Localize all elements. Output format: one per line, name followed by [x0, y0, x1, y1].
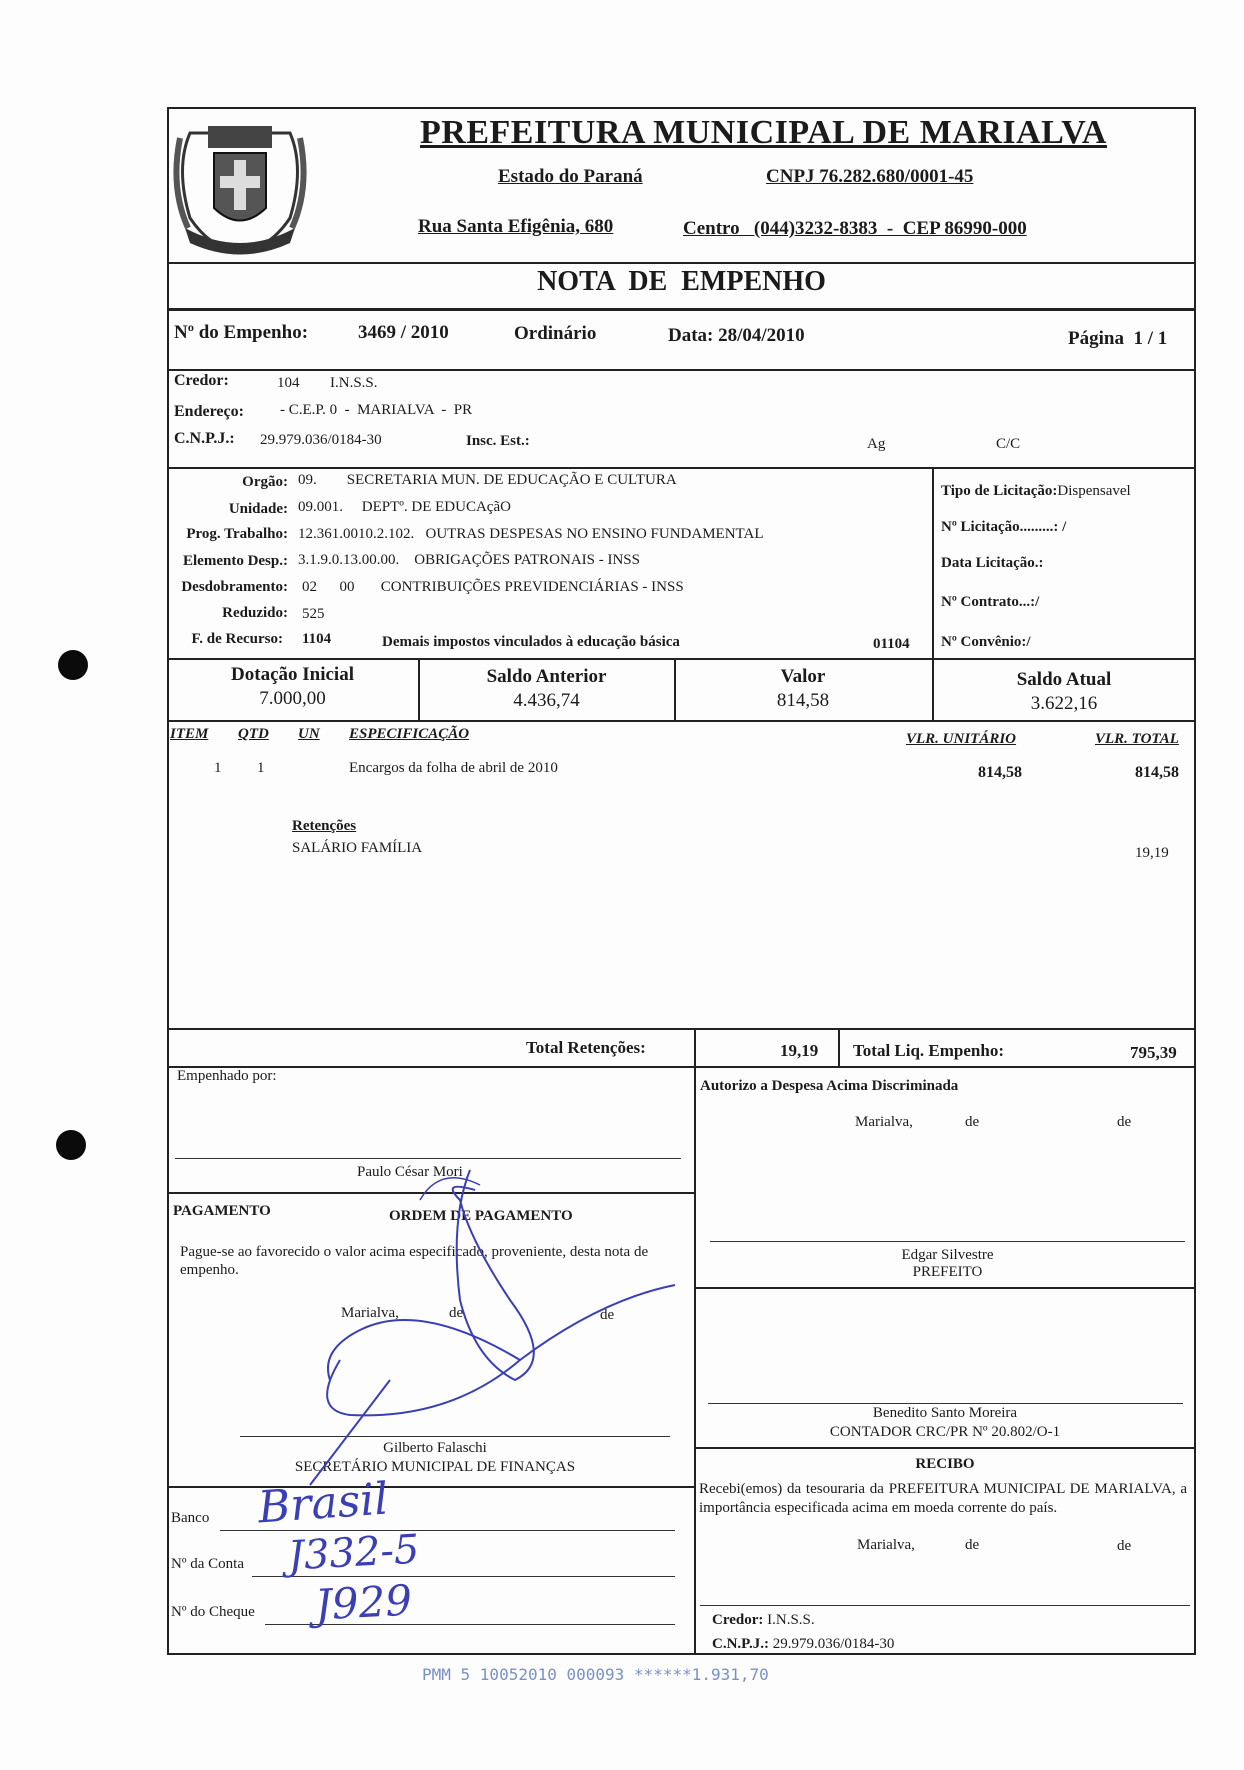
credor-code: 104: [277, 375, 300, 391]
autorizo-de-2: de: [1117, 1114, 1132, 1130]
header-state: Estado do Paraná: [498, 166, 643, 187]
pagamento-de-2: de: [600, 1307, 615, 1323]
recurso-desc: Demais impostos vinculados à educação básica: [382, 634, 680, 650]
col-item: ITEM: [170, 726, 209, 742]
licitacao-numero: Nº Licitação.........: /: [941, 519, 1067, 535]
punch-hole-top: [58, 650, 88, 680]
prog-label: Prog. Trabalho:: [186, 526, 288, 542]
cheque-handwritten: J929: [313, 1575, 414, 1630]
recibo-credor: Credor: I.N.S.S.: [712, 1612, 815, 1628]
header-district-phone-cep: Centro (044)3232-8383 - CEP 86990-000: [683, 218, 1027, 239]
empenhado-label: Empenhado por:: [177, 1068, 277, 1084]
total-liquido-label: Total Liq. Empenho:: [853, 1041, 1004, 1060]
saldo-atual-value: 3.622,16: [1030, 693, 1098, 714]
reduzido-value: 525: [302, 606, 325, 622]
header-title: PREFEITURA MUNICIPAL DE MARIALVA: [420, 114, 1107, 151]
unidade-value: 09.001. DEPTº. DE EDUCAçãO: [298, 499, 511, 515]
col-vlr-total: VLR. TOTAL: [1095, 731, 1179, 747]
autorizo-place: Marialva,: [855, 1114, 913, 1130]
secretario-role: SECRETÁRIO MUNICIPAL DE FINANÇAS: [294, 1459, 576, 1475]
bank-stamp: PMM 5 10052010 000093 ******1.931,70: [422, 1665, 769, 1684]
pagamento-text: Pague-se ao favorecido o valor acima especificado, proveniente, desta nota de empenho.: [180, 1244, 649, 1278]
recibo-de-1: de: [965, 1537, 980, 1553]
pagamento-label: PAGAMENTO: [173, 1203, 271, 1219]
conta-handwritten: J332-5: [286, 1526, 421, 1580]
saldo-atual-label: Saldo Atual: [1016, 669, 1112, 690]
orgao-label: Orgão:: [242, 474, 288, 490]
convenio-number: Nº Convênio:/: [941, 634, 1031, 650]
cheque-label: Nº do Cheque: [171, 1604, 255, 1620]
prog-value: 12.361.0010.2.102. OUTRAS DESPESAS NO ENSINO FUNDAMENTAL: [298, 526, 764, 542]
address-label: Endereço:: [174, 403, 244, 420]
recurso-label: F. de Recurso:: [191, 631, 283, 647]
credor-address: - C.E.P. 0 - MARIALVA - PR: [280, 402, 473, 418]
item-unit-value: 814,58: [978, 764, 1022, 781]
recibo-text: Recebi(emos) da tesouraria da PREFEITURA MUNICIPAL DE MARIALVA, a importância especificada acima em moeda corrente do país.: [699, 1481, 1187, 1516]
total-retencoes-label: Total Retenções:: [526, 1038, 646, 1057]
coat-of-arms-icon: [170, 108, 310, 258]
col-especificacao: ESPECIFICAÇÃO: [349, 726, 470, 742]
item-qtd: 1: [257, 760, 265, 776]
secretario-name: Gilberto Falaschi: [383, 1440, 487, 1456]
recurso-code: 1104: [302, 631, 332, 647]
orgao-value: 09. SECRETARIA MUN. DE EDUCAÇÃO E CULTURA: [298, 472, 677, 488]
signature-scribble: [300, 1160, 680, 1490]
header-cnpj: CNPJ 76.282.680/0001-45: [766, 166, 974, 187]
insc-label: Insc. Est.:: [466, 433, 530, 449]
reduzido-label: Reduzido:: [222, 605, 288, 621]
desdobramento-label: Desdobramento:: [181, 579, 288, 595]
credor-label: Credor:: [174, 372, 229, 389]
dotacao-value: 7.000,00: [259, 688, 326, 709]
recibo-de-2: de: [1117, 1538, 1132, 1554]
retencoes-label: Retenções: [292, 818, 357, 834]
empenho-label: Nº do Empenho:: [174, 322, 309, 343]
desdobramento-value: 02 00 CONTRIBUIÇÕES PREVIDENCIÁRIAS - INSS: [302, 579, 684, 595]
autorizo-label: Autorizo a Despesa Acima Discriminada: [700, 1078, 959, 1094]
empenho-type: Ordinário: [514, 323, 597, 344]
ag-label: Ag: [867, 436, 886, 452]
total-liquido-value: 795,39: [1130, 1043, 1177, 1062]
pagamento-de-1: de: [449, 1305, 464, 1321]
retencao-value: 19,19: [1135, 845, 1169, 861]
item-number: 1: [214, 760, 222, 776]
item-desc: Encargos da folha de abril de 2010: [349, 760, 558, 776]
recibo-label: RECIBO: [915, 1456, 975, 1472]
autorizo-de-1: de: [965, 1114, 980, 1130]
credor-cnpj: 29.979.036/0184-30: [260, 432, 382, 448]
empenho-page: Página 1 / 1: [1068, 328, 1168, 349]
col-vlr-unitario: VLR. UNITÁRIO: [906, 731, 1017, 747]
elemento-label: Elemento Desp.:: [183, 553, 288, 569]
recibo-cnpj: C.N.P.J.: 29.979.036/0184-30: [712, 1636, 895, 1652]
cc-label: C/C: [996, 436, 1021, 452]
licitacao-tipo-label: Tipo de Licitação:Dispensavel: [941, 483, 1131, 499]
contrato-number: Nº Contrato...:/: [941, 594, 1040, 610]
contador-role: CONTADOR CRC/PR Nº 20.802/O-1: [829, 1424, 1061, 1440]
cnpj-label: C.N.P.J.:: [174, 430, 235, 447]
banco-label: Banco: [171, 1510, 210, 1526]
saldo-anterior-label: Saldo Anterior: [486, 666, 607, 687]
empenhado-name: Paulo César Mori: [357, 1164, 463, 1180]
item-total-value: 814,58: [1135, 764, 1179, 781]
elemento-value: 3.1.9.0.13.00.00. OBRIGAÇÕES PATRONAIS - INSS: [298, 552, 640, 568]
prefeito-name: Edgar Silvestre: [901, 1247, 994, 1263]
col-un: UN: [298, 726, 320, 742]
recurso-number: 01104: [873, 636, 910, 652]
pagamento-place: Marialva,: [341, 1305, 399, 1321]
recibo-place: Marialva,: [857, 1537, 915, 1553]
contador-name: Benedito Santo Moreira: [872, 1405, 1018, 1421]
header-street: Rua Santa Efigênia, 680: [418, 216, 614, 237]
ordem-pagamento-label: ORDEM DE PAGAMENTO: [389, 1208, 573, 1224]
prefeito-role: PREFEITO: [912, 1264, 983, 1280]
punch-hole-bottom: [56, 1130, 86, 1160]
doc-title: NOTA DE EMPENHO: [537, 266, 826, 297]
total-retencoes-value: 19,19: [780, 1041, 819, 1060]
empenho-date: Data: 28/04/2010: [668, 325, 805, 346]
dotacao-label: Dotação Inicial: [231, 664, 354, 685]
col-qtd: QTD: [238, 726, 269, 742]
licitacao-data: Data Licitação.:: [941, 555, 1044, 571]
unidade-label: Unidade:: [228, 501, 288, 517]
conta-label: Nº da Conta: [171, 1556, 244, 1572]
credor-name: I.N.S.S.: [330, 375, 378, 391]
valor-value: 814,58: [776, 690, 830, 711]
empenho-number: 3469 / 2010: [358, 322, 449, 343]
saldo-anterior-value: 4.436,74: [513, 690, 580, 711]
valor-label: Valor: [780, 666, 826, 687]
banco-handwritten: Brasil: [256, 1473, 390, 1534]
retencao-name: SALÁRIO FAMÍLIA: [292, 840, 423, 856]
